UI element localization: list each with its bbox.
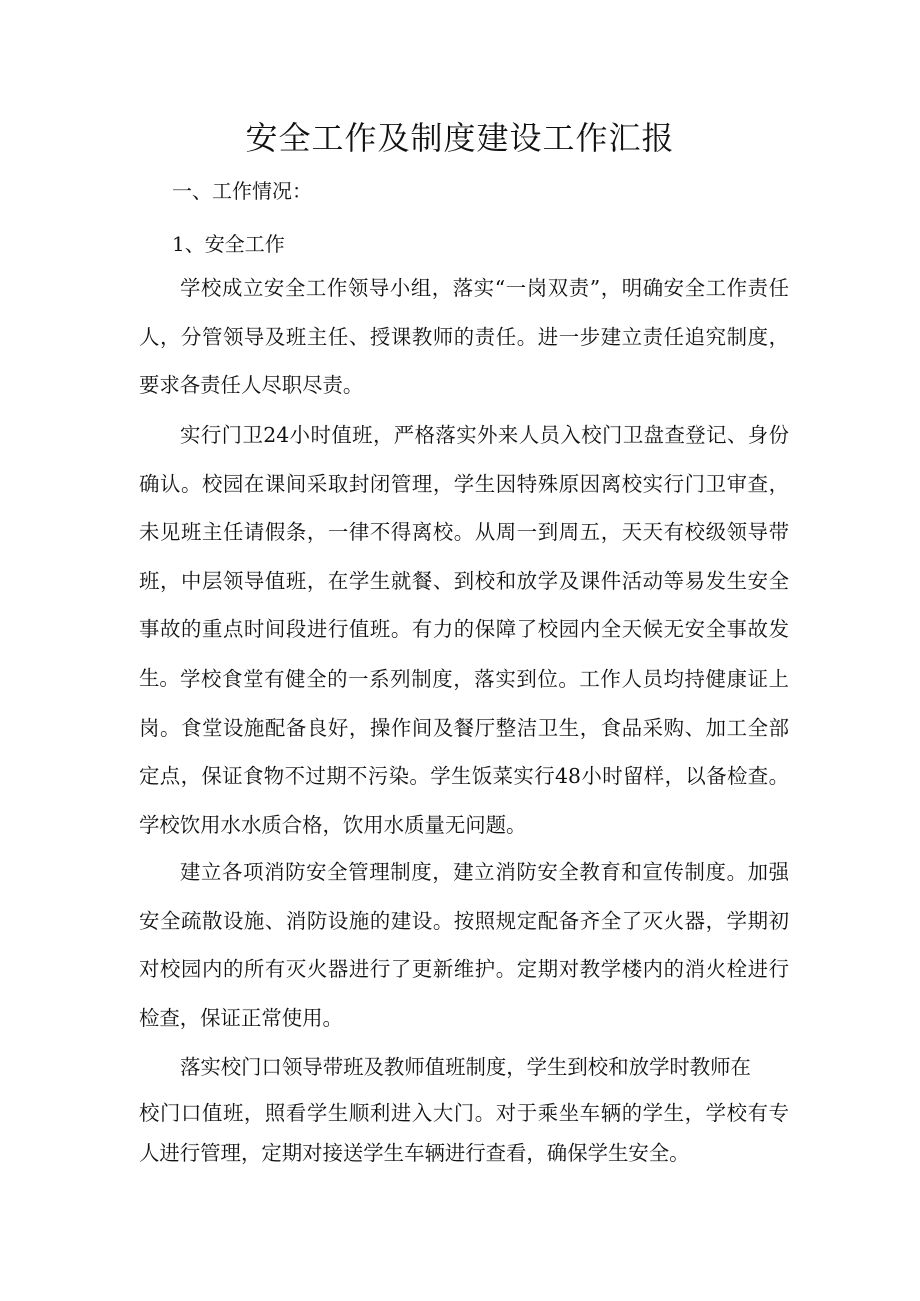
subsection-heading: 1、安全工作 <box>172 232 285 256</box>
paragraph-gate-duty: 实行门卫24小时值班，严格落实外来人员入校门卫盘查登记、身份确认。校园在课间采取封闭管理，学生因特殊原因离校实行门卫审查，未见班主任请假条，一律不得离校。从周一到周五，天天有校级领导带班，中层领导值班，在学生就餐、到校和放学及课件活动等易发生安全事故的重点时间段进行值班。有力的保障了校园内全天候无安全事故发生。 <box>139 423 789 690</box>
document-title: 安全工作及制度建设工作汇报 <box>245 119 675 157</box>
paragraph-school-gate-line1: 落实校门口领导带班及教师值班制度，学生到校和放学时教师在 <box>180 1055 751 1079</box>
section-heading: 一、工作情况： <box>172 179 312 203</box>
paragraph-school-gate-rest: 校门口值班，照看学生顺利进入大门。对于乘坐车辆的学生，学校有专人进行管理，定期对接送学生车辆进行查看，确保学生安全。 <box>139 1101 789 1165</box>
paragraph-fire-safety: 建立各项消防安全管理制度，建立消防安全教育和宣传制度。加强安全疏散设施、消防设施的建设。按照规定配备齐全了灭火器，学期初对校园内的所有灭火器进行了更新维护。定期对教学楼内的消火栓进行检查，保证正常使用。 <box>139 860 789 1030</box>
paragraph-responsibility: 学校成立安全工作领导小组，落实“一岗双责”，明确安全工作责任人，分管领导及班主任、授课教师的责任。进一步建立责任追究制度，要求各责任人尽职尽责。 <box>139 276 789 398</box>
paragraph-canteen: 学校食堂有健全的一系列制度，落实到位。工作人员均持健康证上岗。食堂设施配备良好，操作间及餐厅整洁卫生，食品采购、加工全部定点，保证食物不过期不污染。学生饭菜实行48小时留样，以备检查。学校饮用水水质合格，饮用水质量无问题。 <box>139 667 789 837</box>
